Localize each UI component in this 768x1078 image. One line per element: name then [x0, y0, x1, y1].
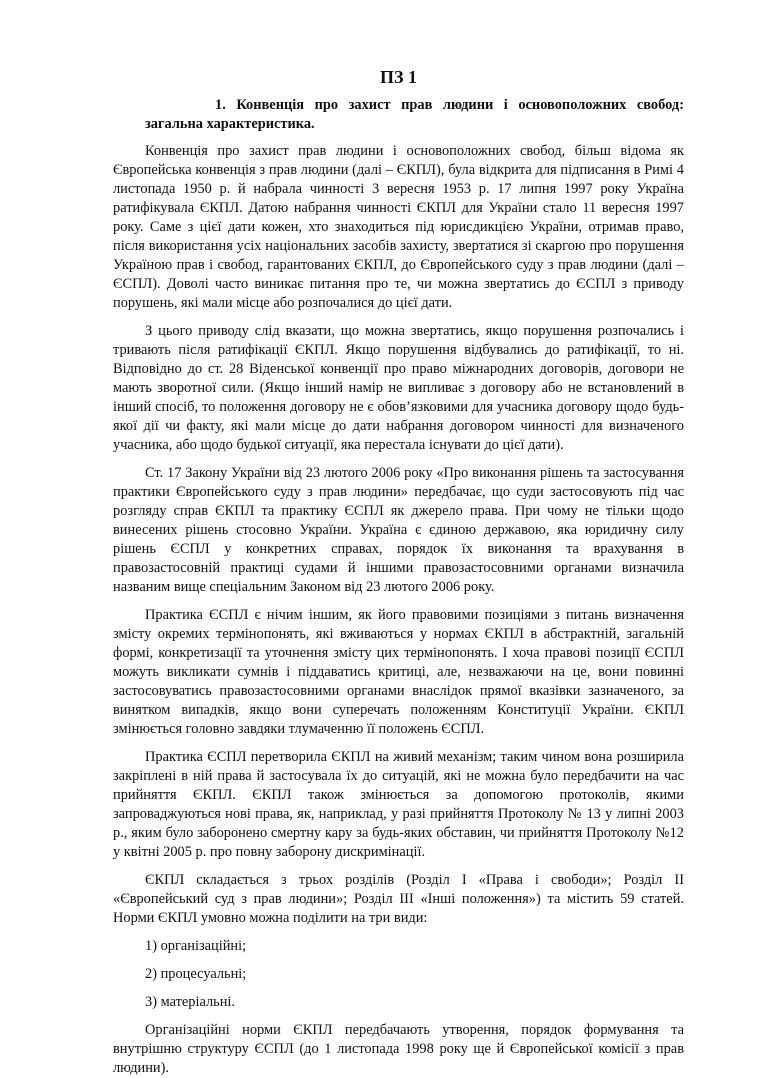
page-title: ПЗ 1 — [379, 67, 417, 87]
paragraph-living-instrument: Практика ЄСПЛ перетворила ЄКПЛ на живий механізм; таким чином вона розширила закріплені в ній права й застосувала їх до ситуацій, які не можна було передбачити на час прийняття ЄКПЛ. ЄКПЛ також змінюється за допомогою протоколів, якими запроваджуються нові права, як, наприклад, у разі прийняття Протоколу № 13 у липні 2003 р., яким було заборонено смертну кару за будь-яких обставин, чи прийняття Протоколу №12 у квітні 2005 р. про повну заборону дискримінації. — [113, 749, 684, 860]
paragraph-case-law: Практика ЄСПЛ є нічим іншим, як його правовими позиціями з питань визначення змісту окремих термінопонять, які вживаються у нормах ЄКПЛ в абстрактній, загальній формі, конкретизації та уточнення змісту цих термінопонять. І хоча правові позиції ЄСПЛ можуть викликати сумнів і піддаватись критиці, але, незважаючи на це, вони повинні застосовуватись правозастосовними органами внаслідок прямої вказівки зазначеного, за винятком випадків, якщо вони суперечать положенням Конституції України. ЄКПЛ змінюється головно завдяки тлумаченню її положень ЄСПЛ. — [113, 607, 684, 737]
paragraph-organizational-norms: Організаційні норми ЄКПЛ передбачають утворення, порядок формування та внутрішню структуру ЄСПЛ (до 1 листопада 1998 року ще й Європейської комісії з прав людини). — [113, 1022, 684, 1076]
paragraph-ratification: З цього приводу слід вказати, що можна звертатись, якщо порушення розпочались і тривають після ратифікації ЄКПЛ. Якщо порушення відбувались до ратифікації, то ні. Відповідно до ст. 28 Віденської конвенції про право міжнародних договорів, договори не мають зворотної сили. (Якщо інший намір не випливає з договору або не встановлений в інший спосіб, то положення договору не є обов’язковими для учасника договору щодо будь-якої дії чи факту, які мали місце до дати набрання договором чинності для визначеного учасника, або щодо будької ситуації, яка перестала існувати до цієї дати). — [113, 323, 684, 453]
paragraph-structure: ЄКПЛ складається з трьох розділів (Розділ І «Права і свободи»; Розділ ІІ «Європейський суд з прав людини»; Розділ ІІІ «Інші положення») та містить 59 статей. Норми ЄКПЛ умовно можна поділити на три види: — [113, 872, 684, 926]
list-item-organizational: 1) організаційні; — [145, 938, 247, 954]
list-item-procedural: 2) процесуальні; — [145, 966, 247, 982]
section-heading: 1. Конвенція про захист прав людини і основоположних свобод: загальна характеристика. — [145, 97, 684, 132]
paragraph-convention-intro: Конвенція про захист прав людини і основоположних свобод, більш відома як Європейська конвенція з прав людини (далі – ЄКПЛ), була відкрита для підписання в Римі 4 листопада 1950 р. й набрала чинності 3 вересня 1953 р. 17 липня 1997 року Україна ратифікувала ЄКПЛ. Датою набрання чинності ЄКПЛ для України стало 11 вересня 1997 року. Саме з цієї дати кожен, хто знаходиться під юрисдикцією України, отримав право, після використання усіх національних засобів захисту, звертатися зі скаргою про порушення Україною прав і свобод, гарантованих ЄКПЛ, до Європейського суду з прав людини (далі – ЄСПЛ). Доволі часто виникає питання про те, чи можна звертатись до ЄСПЛ з приводу порушень, які мали місце або розпочалися до цієї дати. — [113, 143, 684, 311]
paragraph-law-2006: Ст. 17 Закону України від 23 лютого 2006 року «Про виконання рішень та застосування практики Європейського суду з прав людини» передбачає, що суди застосовують під час розгляду справ ЄКПЛ та практику ЄСПЛ як джерело права. При чому не тільки щодо винесених рішень стосовно України. Україна є єдиною державою, яка юридичну силу рішень ЄСПЛ у конкретних справах, порядок їх виконання та врахування в правозастосовній практиці судами й іншими правозастосовними органами визначила названим вище спеціальним Законом від 23 лютого 2006 року. — [113, 465, 684, 595]
list-item-material: 3) матеріальні. — [145, 994, 236, 1010]
